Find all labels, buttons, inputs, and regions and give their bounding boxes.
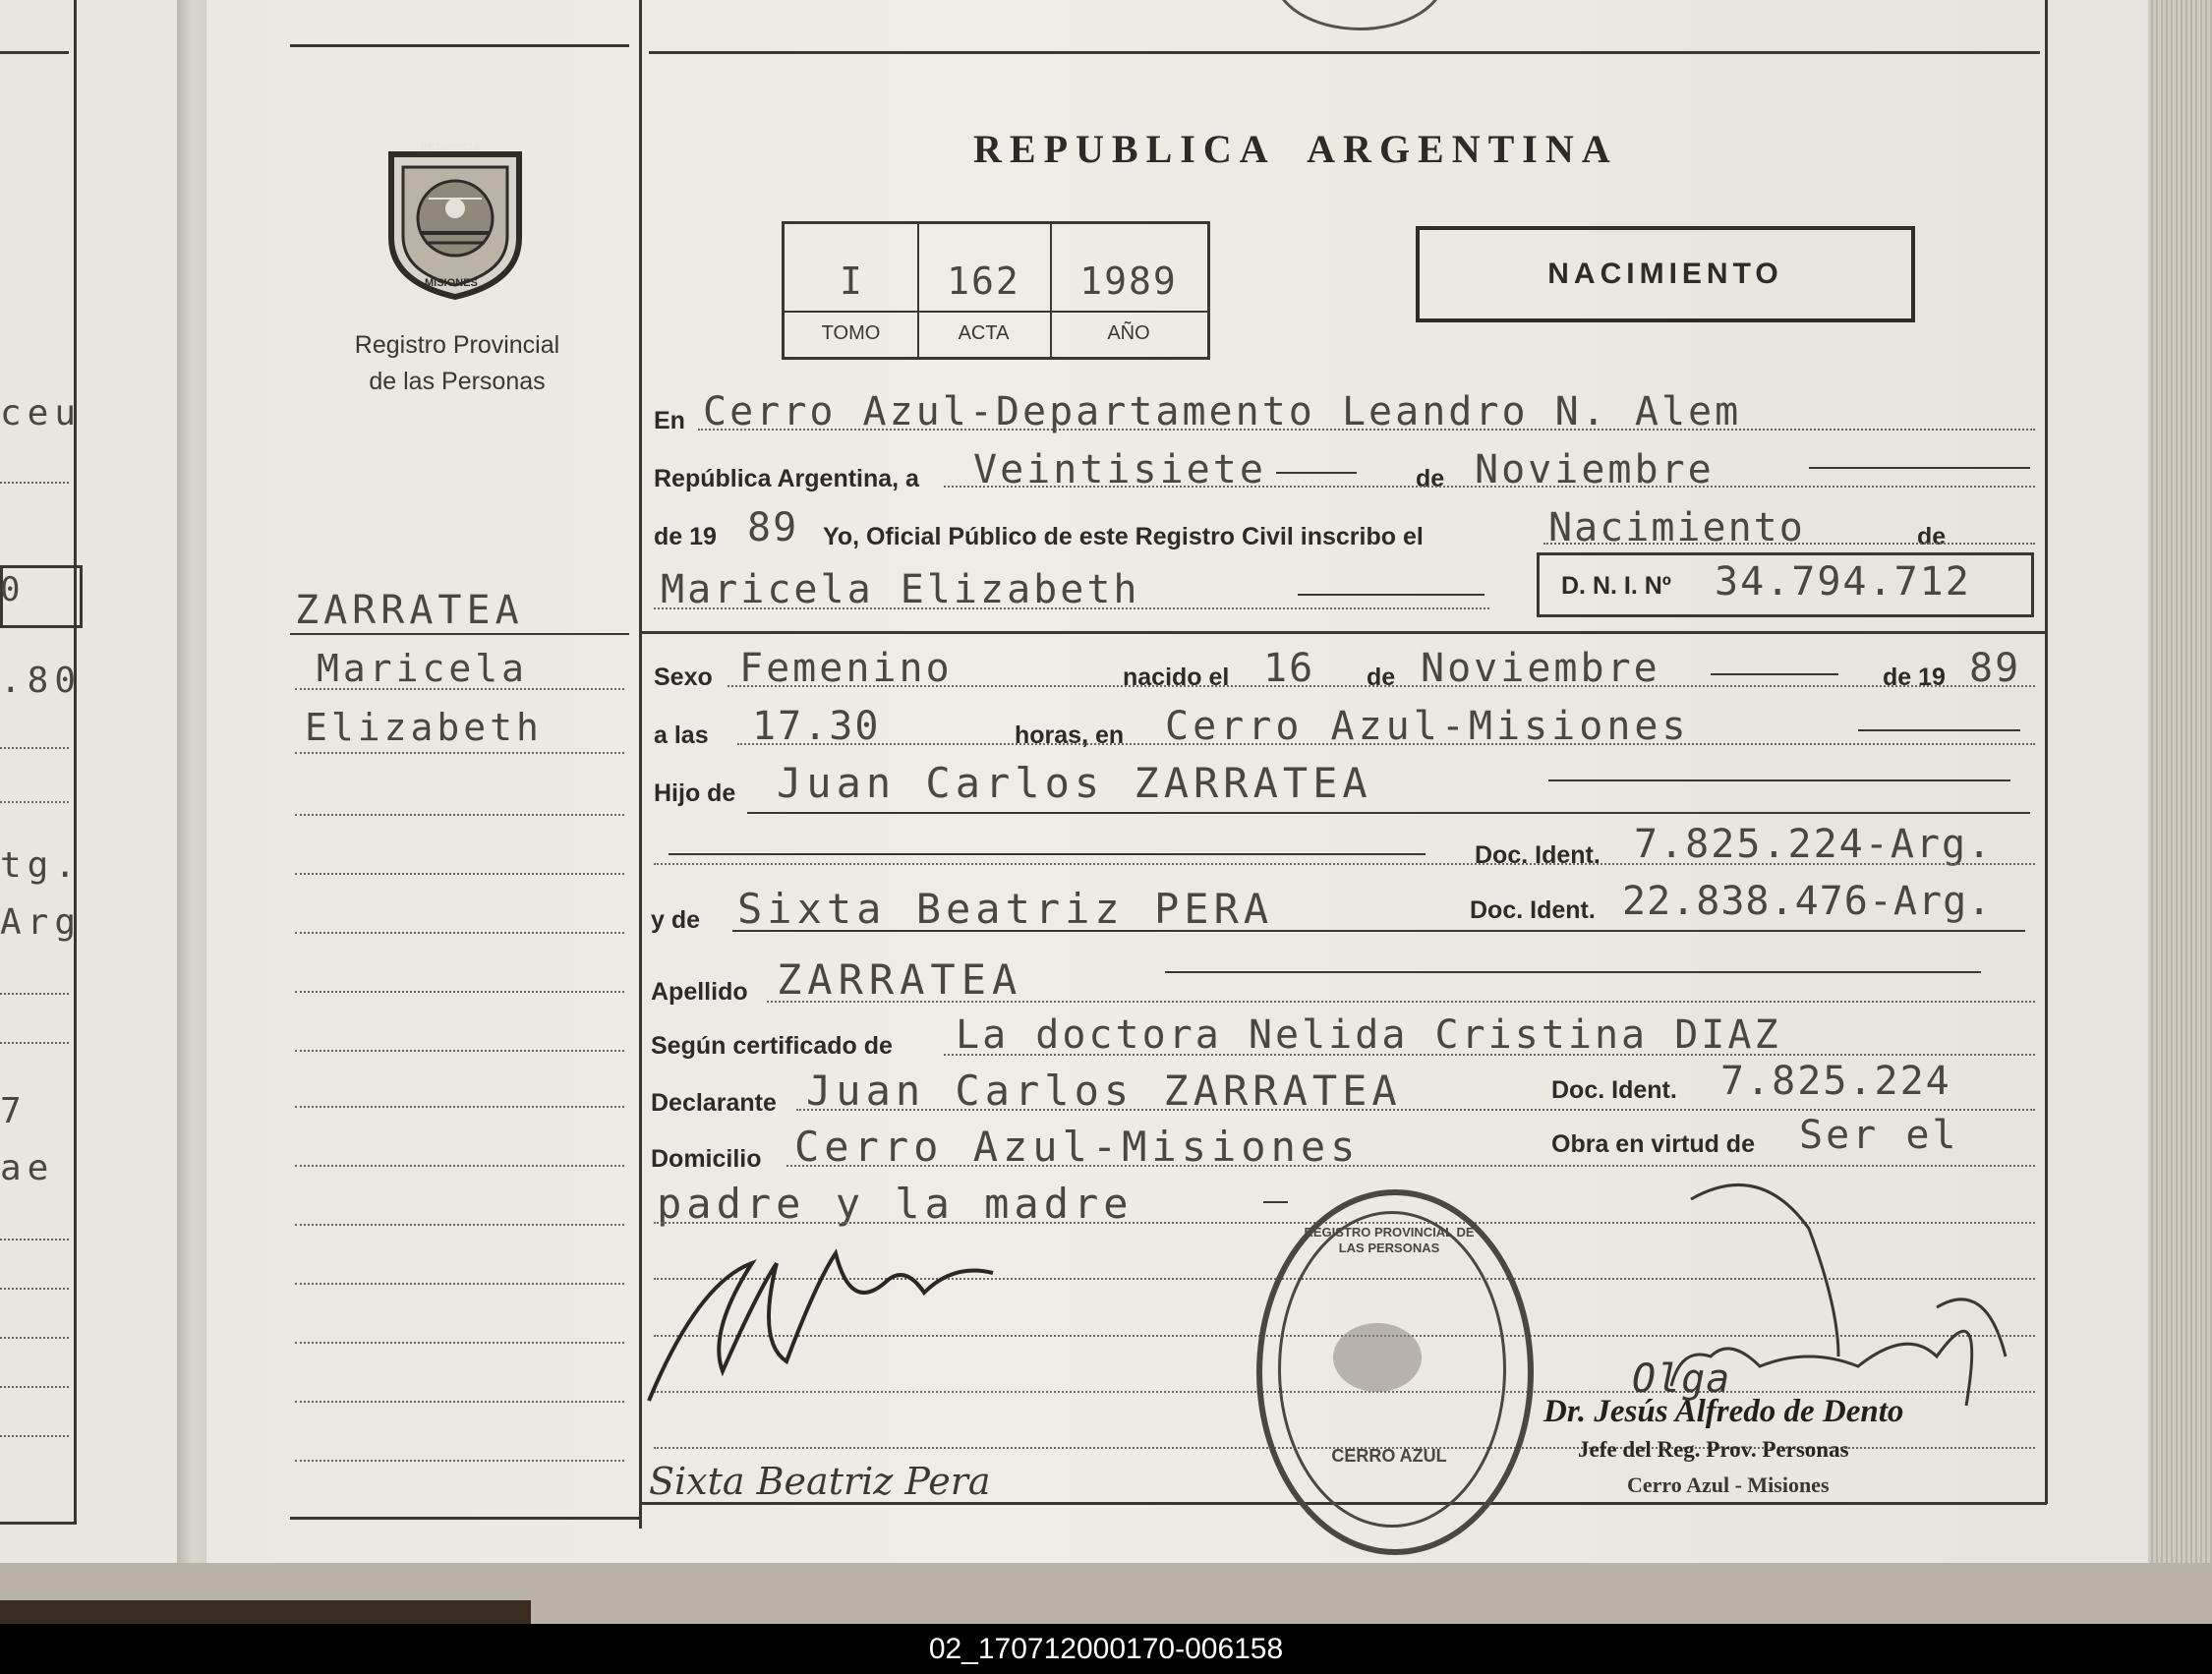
registry-line-2: de las Personas <box>369 368 546 395</box>
value-mother: Sixta Beatriz PERA <box>737 885 1274 933</box>
value-birth-year: 89 <box>1969 646 2021 691</box>
left-fragment: 0 <box>0 570 27 609</box>
value-obra-1: Ser el <box>1799 1113 1959 1158</box>
left-rule <box>0 51 69 54</box>
ano-value: 1989 <box>1079 260 1178 303</box>
margin-top-rule <box>290 44 629 47</box>
registry-line-1: Registro Provincial <box>354 331 560 359</box>
label-yo-oficial: Yo, Oficial Público de este Registro Civil inscribo el <box>823 523 1424 550</box>
official-stamp <box>1256 1189 1534 1555</box>
tomo-value: I <box>840 260 862 303</box>
label-hijo-de: Hijo de <box>654 779 736 807</box>
form-top-rule <box>649 51 2040 54</box>
seal-top-text: PROVINCIA <box>421 142 482 153</box>
value-apellido: ZARRATEA <box>777 955 1023 1004</box>
value-place: Cerro Azul-Departamento Leandro N. Alem <box>703 389 1742 434</box>
left-fragment: Arg <box>0 902 83 943</box>
label-de: de <box>1416 465 1445 492</box>
value-dni: 34.794.712 <box>1715 559 1971 605</box>
father-signature-icon <box>639 1224 1013 1411</box>
value-mother-doc: 22.838.476-Arg. <box>1622 879 1993 924</box>
book-cover <box>0 1600 531 1624</box>
label-doc-ident-1: Doc. Ident. <box>1475 841 1601 869</box>
value-certificado: La doctora Nelida Cristina DIAZ <box>956 1012 1781 1058</box>
label-dni: D. N. I. Nº <box>1561 572 1671 600</box>
value-sexo: Femenino <box>739 646 953 691</box>
official-title: Jefe del Reg. Prov. Personas <box>1578 1437 1849 1462</box>
book-page-edge <box>2148 0 2212 1583</box>
label-doc-ident-3: Doc. Ident. <box>1551 1076 1677 1104</box>
seal-bottom-text: MISIONES <box>425 277 478 289</box>
label-republica: República Argentina, a <box>654 465 919 492</box>
label-obra: Obra en virtud de <box>1551 1130 1755 1158</box>
left-fragment: 7 <box>0 1091 28 1131</box>
value-day-words: Veintisiete <box>973 447 1266 492</box>
value-inscribe: Nacimiento <box>1548 505 1805 550</box>
value-year: 89 <box>747 505 799 550</box>
value-time: 17.30 <box>752 704 881 749</box>
label-en: En <box>654 407 685 434</box>
official-signature-text: Olga <box>1632 1357 1731 1402</box>
label-sexo: Sexo <box>654 664 713 691</box>
left-border <box>74 0 77 1524</box>
margin-bottom-rule <box>290 1517 641 1520</box>
stamp-inner-text: CERRO AZUL <box>1331 1446 1447 1466</box>
label-domicilio: Domicilio <box>651 1145 762 1173</box>
acta-value: 162 <box>947 260 1020 303</box>
label-nacido: nacido el <box>1123 664 1230 691</box>
label-segun: Según certificado de <box>651 1032 893 1060</box>
margin-given-1: Maricela <box>317 647 529 690</box>
page-title: REPUBLICA ARGENTINA <box>973 127 1618 171</box>
value-declarante-doc: 7.825.224 <box>1720 1059 1951 1104</box>
tomo-label: TOMO <box>821 322 881 344</box>
label-declarante: Declarante <box>651 1089 777 1117</box>
left-fragment: ceu <box>0 393 83 433</box>
label-de-19-b: de 19 <box>1883 664 1946 691</box>
value-birth-month: Noviembre <box>1421 646 1660 691</box>
left-page <box>0 0 187 1573</box>
value-father-doc: 7.825.224-Arg. <box>1634 822 1994 867</box>
label-de-19: de 19 <box>654 523 717 550</box>
label-doc-ident-2: Doc. Ident. <box>1470 896 1596 924</box>
left-fragment: ae <box>0 1148 55 1188</box>
registry-name <box>295 327 619 400</box>
label-y-de: y de <box>651 906 701 934</box>
label-horas: horas, en <box>1015 722 1125 749</box>
margin-given-2: Elizabeth <box>305 706 543 749</box>
label-de-c: de <box>1367 664 1396 691</box>
official-name: Dr. Jesús Alfredo de Dento <box>1543 1394 1904 1429</box>
label-apellido: Apellido <box>651 978 748 1006</box>
acta-label: ACTA <box>958 322 1010 344</box>
stamp-emblem-icon <box>1333 1323 1422 1392</box>
left-fragment: tg. <box>0 845 83 886</box>
official-office: Cerro Azul - Misiones <box>1627 1472 1830 1497</box>
stamp-ring-text: REGISTRO PROVINCIAL DE LAS PERSONAS <box>1304 1225 1475 1255</box>
record-box <box>782 221 1210 360</box>
value-name: Maricela Elizabeth <box>661 567 1140 612</box>
form-right-border <box>2045 0 2048 1504</box>
value-domicilio: Cerro Azul-Misiones <box>794 1123 1361 1171</box>
value-declarante: Juan Carlos ZARRATEA <box>806 1067 1402 1115</box>
record-type-box: NACIMIENTO <box>1416 226 1915 322</box>
value-birth-place: Cerro Azul-Misiones <box>1165 704 1690 749</box>
label-a-las: a las <box>654 722 709 749</box>
value-father: Juan Carlos ZARRATEA <box>777 759 1372 807</box>
ano-label: AÑO <box>1107 322 1150 344</box>
value-month: Noviembre <box>1475 447 1715 492</box>
left-fragment: .80 <box>0 661 83 701</box>
value-obra-2: padre y la madre <box>657 1180 1134 1228</box>
image-id-footer: 02_170712000170-006158 <box>0 1624 2212 1674</box>
margin-surname: ZARRATEA <box>295 588 524 633</box>
value-birth-day: 16 <box>1263 646 1315 691</box>
dni-box <box>1537 552 2034 617</box>
label-de-b: de <box>1917 523 1947 550</box>
mother-signature: Sixta Beatriz Pera <box>649 1460 991 1503</box>
